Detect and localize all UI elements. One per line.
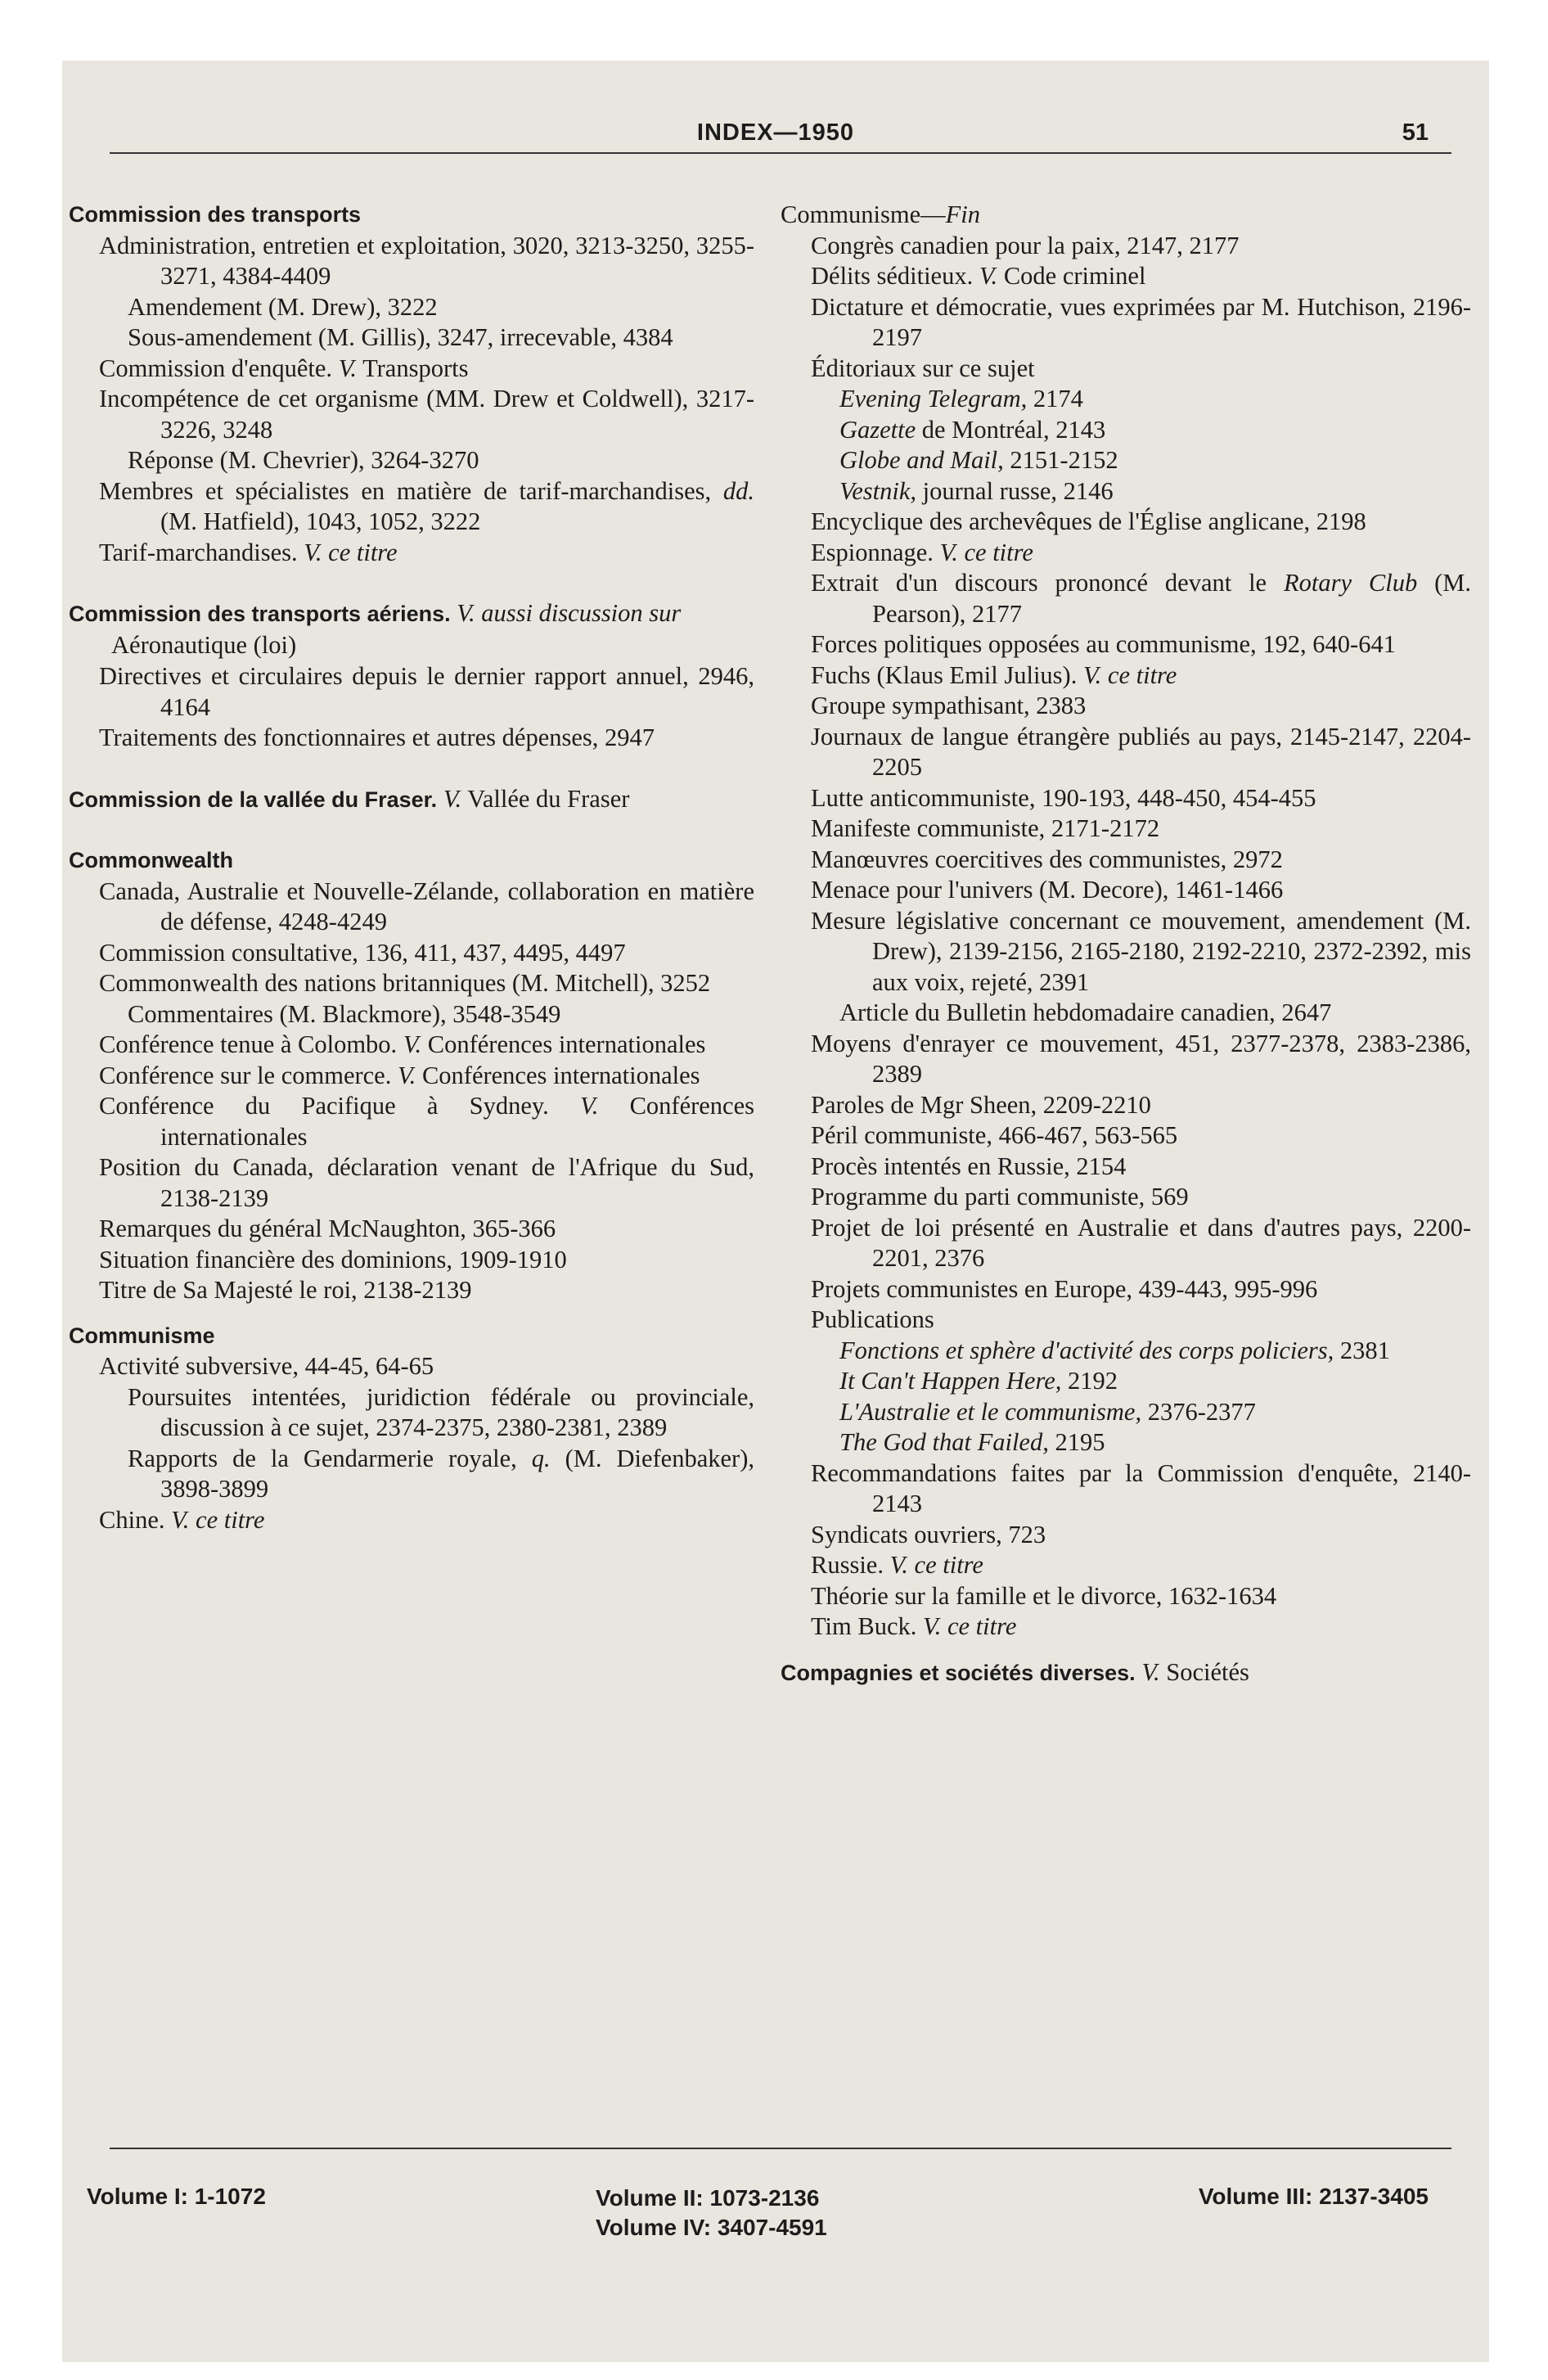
index-entry: Manœuvres coercitives des communistes, 2972 bbox=[811, 845, 1283, 873]
index-subentry: It Can't Happen Here, 2192 bbox=[839, 1367, 1118, 1395]
index-entry: Groupe sympathisant, 2383 bbox=[811, 692, 1087, 719]
index-entry: Activité subversive, 44-45, 64-65 bbox=[99, 1352, 434, 1380]
index-entry: Manifeste communiste, 2171-2172 bbox=[811, 814, 1160, 842]
index-entry: Projet de loi présenté en Australie et dans d'autres pays, 2200-2201, 2376 bbox=[811, 1213, 1471, 1272]
index-subentry: Vestnik, journal russe, 2146 bbox=[839, 476, 1114, 505]
index-entry: Traitements des fonctionnaires et autres dépenses, 2947 bbox=[99, 723, 655, 751]
index-subentry: Rapports de la Gendarmerie royale, q. (M. Diefenbaker), 3898-3899 bbox=[128, 1444, 754, 1503]
header-rule bbox=[110, 152, 1451, 154]
volume-2-range: Volume II: 1073-2136 bbox=[596, 2185, 820, 2211]
index-entry: Conférence tenue à Colombo. V. Conférences internationales bbox=[99, 1030, 706, 1058]
left-column bbox=[69, 200, 754, 1535]
index-entry: Syndicats ouvriers, 723 bbox=[811, 1520, 1046, 1548]
index-entry: Mesure législative concernant ce mouvement, amendement (M. Drew), 2139-2156, 2165-2180, 2192-2210, 2372-2392, mis aux voix, rejeté, 2391 bbox=[811, 906, 1471, 996]
index-entry: Incompétence de cet organisme (MM. Drew et Coldwell), 3217-3226, 3248 bbox=[99, 385, 754, 444]
index-entry: Recommandations faites par la Commission d'enquête, 2140-2143 bbox=[811, 1458, 1471, 1517]
index-entry: Encyclique des archevêques de l'Église anglicane, 2198 bbox=[811, 507, 1366, 535]
index-subentry: Evening Telegram, 2174 bbox=[839, 385, 1083, 412]
index-heading: Commission des transports bbox=[69, 202, 362, 227]
index-entry: Remarques du général McNaughton, 365-366 bbox=[99, 1215, 556, 1242]
index-subentry: Gazette de Montréal, 2143 bbox=[839, 415, 1106, 444]
index-entry: Situation financière des dominions, 1909-1910 bbox=[99, 1245, 567, 1273]
index-entry: Projets communistes en Europe, 439-443, 995-996 bbox=[811, 1274, 1318, 1303]
index-entry: Membres et spécialistes en matière de tarif-marchandises, dd. (M. Hatfield), 1043, 1052, 3222 bbox=[99, 476, 754, 535]
right-column bbox=[781, 200, 1471, 1688]
volume-1-range: Volume I: 1-1072 bbox=[87, 2184, 266, 2209]
page-title: INDEX—1950 bbox=[696, 119, 855, 146]
index-entry: Procès intentés en Russie, 2154 bbox=[811, 1152, 1127, 1180]
index-subentry: Fonctions et sphère d'activité des corps policiers, 2381 bbox=[839, 1336, 1390, 1364]
index-entry: Menace pour l'univers (M. Decore), 1461-1466 bbox=[811, 876, 1284, 904]
index-entry: Moyens d'enrayer ce mouvement, 451, 2377-2378, 2383-2386, 2389 bbox=[811, 1029, 1471, 1088]
volume-4-range: Volume IV: 3407-4591 bbox=[596, 2215, 827, 2240]
index-entry: Directives et circulaires depuis le dernier rapport annuel, 2946, 4164 bbox=[99, 662, 754, 721]
index-heading: Commission de la vallée du Fraser. V. Vallée du Fraser bbox=[69, 784, 630, 813]
index-entry: Titre de Sa Majesté le roi, 2138-2139 bbox=[99, 1276, 472, 1304]
index-entry: Programme du parti communiste, 569 bbox=[811, 1183, 1189, 1210]
index-entry: Publications bbox=[811, 1305, 934, 1333]
index-entry: Forces politiques opposées au communisme, 192, 640-641 bbox=[811, 630, 1396, 658]
continued-heading: Communisme—Fin bbox=[781, 201, 981, 228]
footer-rule bbox=[110, 2148, 1451, 2149]
index-subentry: Poursuites intentées, juridiction fédérale ou provinciale, discussion à ce sujet, 2374-2375, 2380-2381, 2389 bbox=[128, 1382, 754, 1441]
index-entry: Lutte anticommuniste, 190-193, 448-450, 454-455 bbox=[811, 783, 1316, 812]
index-entry: Commonwealth des nations britanniques (M. Mitchell), 3252 bbox=[99, 969, 711, 997]
index-entry: Tarif-marchandises. V. ce titre bbox=[99, 538, 398, 566]
index-heading: Compagnies et sociétés diverses. V. Sociétés bbox=[781, 1657, 1249, 1686]
index-subentry: Sous-amendement (M. Gillis), 3247, irrecevable, 4384 bbox=[128, 323, 673, 351]
index-entry: Théorie sur la famille et le divorce, 1632-1634 bbox=[811, 1581, 1277, 1610]
index-entry: Commission d'enquête. V. Transports bbox=[99, 354, 469, 382]
index-entry: Russie. V. ce titre bbox=[811, 1551, 983, 1579]
volume-2-4-ranges bbox=[596, 2184, 827, 2243]
index-subentry: Commentaires (M. Blackmore), 3548-3549 bbox=[128, 999, 561, 1028]
index-entry: Position du Canada, déclaration venant de l'Afrique du Sud, 2138-2139 bbox=[99, 1153, 754, 1212]
index-entry: Dictature et démocratie, vues exprimées par M. Hutchison, 2196-2197 bbox=[811, 292, 1471, 351]
index-entry: Tim Buck. V. ce titre bbox=[811, 1612, 1017, 1640]
index-entry: Conférence sur le commerce. V. Conférences internationales bbox=[99, 1061, 700, 1089]
index-subentry: L'Australie et le communisme, 2376-2377 bbox=[839, 1397, 1256, 1426]
volume-3-range: Volume III: 2137-3405 bbox=[1198, 2184, 1429, 2209]
index-subentry: Réponse (M. Chevrier), 3264-3270 bbox=[128, 446, 479, 474]
index-entry: Fuchs (Klaus Emil Julius). V. ce titre bbox=[811, 660, 1177, 689]
index-entry: Congrès canadien pour la paix, 2147, 2177 bbox=[811, 231, 1240, 259]
index-heading: Communisme bbox=[69, 1323, 215, 1348]
page-footer bbox=[62, 2184, 1489, 2249]
index-subentry: The God that Failed, 2195 bbox=[839, 1428, 1105, 1456]
index-entry: Péril communiste, 466-467, 563-565 bbox=[811, 1121, 1178, 1149]
index-entry: Éditoriaux sur ce sujet bbox=[811, 354, 1035, 382]
index-entry: Administration, entretien et exploitation, 3020, 3213-3250, 3255-3271, 4384-4409 bbox=[99, 231, 754, 290]
index-entry: Paroles de Mgr Sheen, 2209-2210 bbox=[811, 1090, 1151, 1119]
index-entry: Délits séditieux. V. Code criminel bbox=[811, 262, 1146, 290]
index-entry: Extrait d'un discours prononcé devant le Rotary Club (M. Pearson), 2177 bbox=[811, 569, 1471, 628]
index-entry: Journaux de langue étrangère publiés au pays, 2145-2147, 2204-2205 bbox=[811, 722, 1471, 781]
index-entry: Espionnage. V. ce titre bbox=[811, 538, 1033, 566]
index-entry: Canada, Australie et Nouvelle-Zélande, collaboration en matière de défense, 4248-4249 bbox=[99, 877, 754, 935]
index-heading: Commission des transports aériens. V. aussi discussion sur Aéronautique (loi) bbox=[69, 599, 682, 659]
index-subentry: Amendement (M. Drew), 3222 bbox=[128, 292, 438, 321]
index-entry: Conférence du Pacifique à Sydney. V. Conférences internationales bbox=[99, 1092, 754, 1151]
index-entry: Commission consultative, 136, 411, 437, 4495, 4497 bbox=[99, 938, 626, 967]
index-subentry: Globe and Mail, 2151-2152 bbox=[839, 446, 1118, 474]
index-entry: Chine. V. ce titre bbox=[99, 1505, 265, 1534]
page-number: 51 bbox=[1402, 119, 1429, 146]
index-heading: Commonwealth bbox=[69, 848, 234, 872]
index-subentry: Article du Bulletin hebdomadaire canadien, 2647 bbox=[839, 998, 1332, 1026]
index-page bbox=[62, 61, 1489, 2362]
